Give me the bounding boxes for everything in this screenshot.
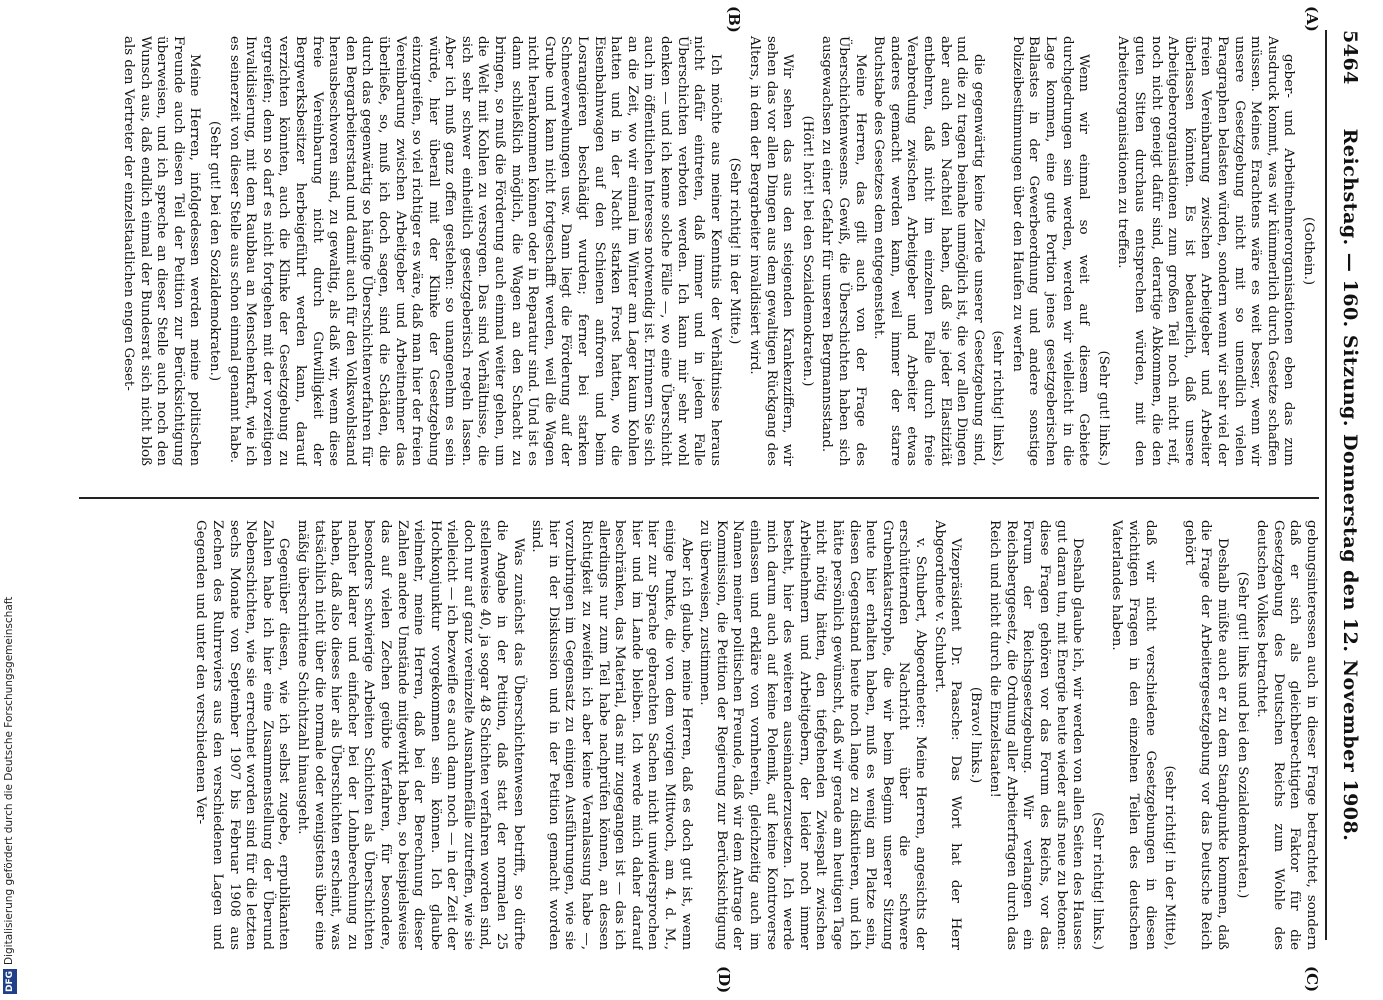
margin-letter-b: (B) bbox=[725, 6, 743, 33]
interjection: (Gothein.) bbox=[1301, 216, 1316, 286]
header-rule bbox=[1325, 30, 1327, 940]
paragraph: gebungsinteressen auch in dieser Frage betrachtet, sondern daß er sich als gleichberechtigten Faktor für die Gesetzgebung des Deutschen Reichs zum Wohle des deutschen Volkes betrachtet. bbox=[1254, 520, 1319, 950]
interjection: (Sehr richtig! in der Mitte.) bbox=[727, 157, 743, 345]
digitization-credit bbox=[2, 594, 16, 994]
interjection: (sehr richtig! links), bbox=[990, 330, 1006, 466]
paragraph: Deshalb müßte auch er zu dem Standpunkte kommen, daß die Frage der Arbeitergesetzgebung vor das Deutsche Reich gehört bbox=[1181, 520, 1231, 950]
paragraph: die gegenwärtig keine Zierde unserer Gesetzgebung sind, und die zu tragen beinahe unmöglich ist, die vor allen Dingen aber auch den Nachteil haben, daß sie jeder Elastizität entbehren, daß nicht im einzelnen Falle durch freie Verabredung zwischen Arbeitgeber und Arbeiter etwas anderes gemacht werden kann, weil immer der starre Buchstabe des Gesetzes dem entgegensteht. bbox=[871, 36, 986, 466]
margin-letter-c: (C) bbox=[1303, 966, 1321, 993]
column-separator bbox=[79, 497, 1319, 499]
interjection: (Sehr richtig! links.) bbox=[1089, 812, 1105, 950]
interjection: (Sehr gut! links und bei den Sozialdemokraten.) bbox=[1234, 571, 1250, 899]
left-column bbox=[69, 36, 1319, 466]
interjection: (Hört! hört! bei den Sozialdemokraten.) bbox=[799, 115, 815, 387]
credit-text: Digitalisierung gefördert durch die Deutsche Forschungsgemeinschaft bbox=[3, 596, 15, 965]
interjection: (sehr richtig! in der Mitte), bbox=[1162, 765, 1178, 950]
paragraph: daß wir nicht verschiedene Gesetzgebungen in diesen wichtigen Fragen in den einzelnen Teilen des deutschen Vaterlandes haben. bbox=[1109, 520, 1158, 950]
interjection: (Sehr gut! bei den Sozialdemokraten.) bbox=[207, 120, 222, 382]
paragraph: Deshalb glaube ich, wir werden von allen Seiten des Hauses gut daran tun, mit Energie heute wieder aufs neue zu betonen: diese Fragen gehören vor das Forum des Reichs, vor das Forum der Reichsgesetzgebung. Wir verlangen ein Reichsberggesetz, die Ordnung aller Arbeiterfragen durch das Reich und nicht durch die Einzelstaaten! bbox=[987, 520, 1086, 950]
paragraph: geber- und Arbeitnehmerorganisationen eben das zum Ausdruck kommt, was wir kümmerlich durch Gesetze schaffen müssen. Meines Erachtens wäre es weit besser, wenn wir unsere Gesetzgebung nicht mit so unendlich vielen Paragraphen belasten würden, sondern wenn wir sehr viel der freien Vereinbarung zwischen Arbeitgeber und Arbeiter überlassen könnten. Es ist bedauerlich, daß unsere Arbeitgeberorganisationen zum großen Teil noch nicht reif, noch nicht geneigt dafür sind, derartige Abkommen, die den guten Sitten durchaus entsprechen würden, mit den Arbeiterorganisationen zu treffen. bbox=[1115, 36, 1297, 466]
paragraph: Was zunächst das Überschichtenwesen betrifft, so dürfte die Angabe in der Petition, daß statt der normalen 25 stellenweise 40, ja sogar 48 Schichten verfahren worden sind, doch nur auf ganz vereinzelte Ausnahmefälle zutreffen, wie sie vielleicht — ich bezweifle es auch dann noch — in der Zeit der Hochkonjunktur vorgekommen sein können. Ich glaube vielmehr, meine Herren, daß bei der Berechnung dieser Zahlen andere Umstände mitgewirkt haben, so beispielsweise das auf vielen Zechen geübte Verfahren, für besondere, besonders schwierige Arbeiten Schichten als Überschichten nachher klarer und einfacher bei der Lohnberechnung zu haben, daß also dieses hier als Überschichten erscheint, was tatsächlich nicht über die normale oder wenigstens über eine mäßig überschrittene Schichtzahl hinausgeht. bbox=[294, 520, 526, 950]
paragraph: Wir sehen das aus den steigenden Krankenziffern, wir sehen das vor allen Dingen aus dem gewaltigen Rückgang des Alters, in dem der Bergarbeiter invalidisiert wird. bbox=[747, 36, 796, 466]
running-title: Reichstag. — 160. Sitzung. Donnerstag den 12. November 1908. bbox=[1339, 128, 1361, 842]
paragraph: Meine Herren, das gilt auch von der Frage des Überschichtenwesens. Gewiß, die Überschichten haben sich ausgewachsen zu einer Gefahr für unseren Bergmannsstand. bbox=[819, 36, 868, 466]
paragraph: Gegenüber diesen, wie ich selbst zugebe, erpublikanten Zahlen habe ich hier eine Zusammenstellung der Überund Nebenschichten, wie sie errechnet worden sind für die letzten sechs Monate von September 1907 bis Februar 1908 aus Zechen des Ruhrreviers aus den verschiedenen Lagen und Gegenden und unter den verschiedenen Ver- bbox=[193, 520, 292, 950]
dfg-logo: DFG bbox=[5, 970, 15, 992]
margin-letter-d: (D) bbox=[715, 966, 733, 994]
paragraph: Wenn wir einmal so weit auf diesem Gebiete durchgedrungen sein werden, werden wir vielleicht in die Lage kommen, eine gute Portion jenes gesetzgeberischen Ballastes in der Gewerbeordnung und andere sonstige Polizeibestimmungen über den Haufen zu werfen bbox=[1009, 36, 1092, 466]
page-number: 5464 bbox=[1339, 30, 1361, 85]
paragraph: Ich möchte aus meiner Kenntnis der Verhältnisse heraus nicht dafür eintreten, daß immer und in jedem Falle Überschichten verboten werden. Ich kann mir sehr wohl denken — und ich kenne solche Fälle —, wo eine Überschicht auch im öffentlichen Interesse notwendig ist. Erinnern Sie sich an die Zeit, wo wir einmal im Winter am Lager kaum Kohlen hatten und in der Nacht starken Frost hatten, wo die Eisenbahnwagen auf den Schienen anfroren und beim Losrangieren beschädigt wurden; ferner bei starken Schneeverwehungen usw. Dann liegt die Förderung auf der Grube und kann nicht fortgeschafft werden, weil die Wagen nicht herankommen können oder in Reparatur sind. Und ist es dann schließlich möglich, die Wagen an den Schacht zu bringen, so muß die Förderung auch einmal weiter gehen, um die Welt mit Kohlen zu versorgen. Das sind Verhältnisse, die sich sehr schwer einheitlich gesetzgeberisch regeln lassen. Aber ich muß ganz offen gestehen: so unangenehm es sein würde, hier überall mit der Klinke der Gesetzgebung einzugreifen, so viel richtiger es wäre, daß man hier der freien Vereinbarung zwischen Arbeitgeber und Arbeitnehmer das überließe, so, muß ich doch sagen, sind die Schäden, die durch das gegenwärtig so häufige Überschichtenverfahren für den Bergarbeiterstand und damit auch für den Volkswohlstand herausbeschworen sind, zu gewaltig, als daß wir, wenn diese freie Vereinbarung nicht durch Gutwilligkeit der Bergwerksbesitzer herbeigeführt werden kann, darauf verzichten könnten, auch die Klinke der Gesetzgebung zu ergreifen; denn so darf es nicht fortgehen mit der vorzeitigen Invalidisierung, mit dem Raubbau an Menschenkraft, wie ich es seinerzeit von dieser Stelle aus schon einmal genannt habe. bbox=[226, 36, 723, 466]
interjection: (Sehr gut! links.) bbox=[1095, 350, 1111, 466]
paragraph: Meine Herren, infolgedessen werden meine politischen Freunde auch diesen Teil der Petition zur Berücksichtigung überweisen, und ich spreche an dieser Stelle auch noch den Wunsch aus, daß endlich einmal der Bundesrat sich nicht bloß als den Vertreter der einzelstaatlichen engen Geset- bbox=[121, 36, 203, 466]
right-column bbox=[69, 520, 1319, 950]
page-header bbox=[1327, 30, 1361, 940]
paragraph: Vizepräsident Dr. Paasche: Das Wort hat der Herr Abgeordnete v. Schubert. bbox=[931, 520, 964, 950]
paragraph: v. Schubert, Abgeordneter: Meine Herren, angesichts der erschütternden Nachricht über die schwere Grubenkatastrophe, die wir beim Beginn unserer Sitzung heute hier erhalten haben, muß es wenig am Platze sein, diesen Gegenstand heute noch lange zu diskutieren, und ich hätte persönlich gewünscht, daß wir gerade am heutigen Tage nicht nötig hätten, den tiefgehenden Zwiespalt zwischen Arbeitnehmern und Arbeitgebern, der leider noch immer besteht, hier des weiteren auseinanderzusetzen. Ich werde mich darum auch auf keine Polemik, auf keine Kontroverse einlassen und erkläre von vornherein, gleichzeitig auch im Namen meiner politischen Freunde, daß wir dem Antrage der Kommission, die Petition der Regierung zur Berücksichtigung zu überweisen, zustimmen. bbox=[697, 520, 928, 950]
margin-letter-a: (A) bbox=[1303, 6, 1321, 32]
interjection: (Bravo! links.) bbox=[967, 686, 983, 784]
paragraph: Aber ich glaube, meine Herren, daß es doch gut ist, wenn einige Punkte, die von dem vorigen Mittwoch, am 4. d. M., hier zur Sprache gebrachten Sachen nicht unwidersprochen hier und im Lande bleiben. Ich werde mich daher darauf beschränken, das Material, das mir zugegangen ist — das ich allerdings nur zum Teil habe nachprüfen können, an dessen Richtigkeit zu zweifeln ich aber keine Veranlassung habe —, vorzubringen im Gegensatz zu einigen Ausführungen, wie sie hier in der Diskussion und in der Petition gemacht worden sind. bbox=[529, 520, 694, 950]
